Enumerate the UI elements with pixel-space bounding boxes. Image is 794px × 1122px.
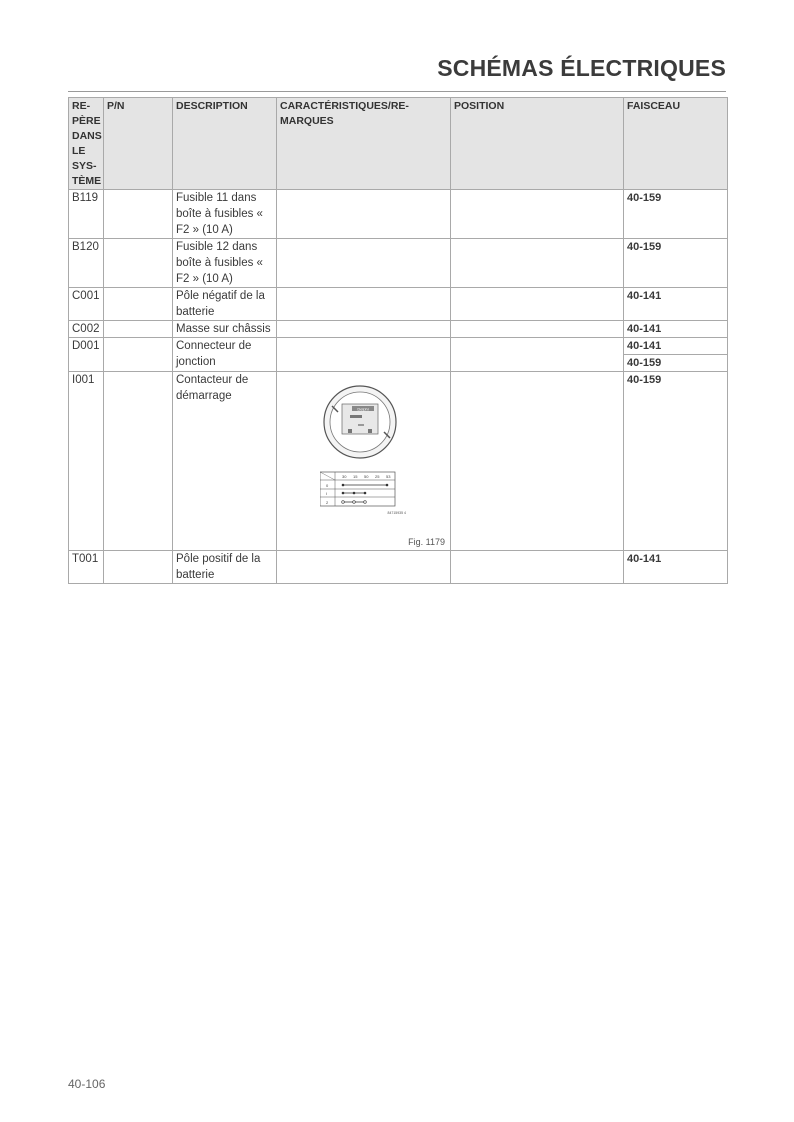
cell-pn (104, 372, 173, 551)
svg-text:25: 25 (375, 474, 380, 479)
table-row (69, 190, 728, 239)
figure-caption: Fig. 1179 (408, 537, 445, 547)
cell-position (451, 288, 624, 321)
cell-faisceau: 40-141 (624, 288, 728, 321)
terminal-53 (368, 429, 372, 433)
cell-faisceau: 40-159 (624, 190, 728, 239)
col-header-faisceau: FAISCEAU (624, 98, 728, 190)
cell-faisceau (624, 338, 728, 372)
cell-repere: I001 (69, 372, 104, 551)
cell-caracteristiques (277, 372, 451, 551)
cell-position (451, 338, 624, 372)
cell-position (451, 190, 624, 239)
cell-faisceau: 40-159 (624, 372, 728, 551)
figure-ignition-switch (280, 372, 447, 550)
brand-label: Delphi (357, 406, 369, 412)
cell-repere: C002 (69, 321, 104, 338)
cell-caracteristiques (277, 321, 451, 338)
terminal-30 (350, 415, 362, 418)
cell-description: Fusible 12 dans boîte à fusibles « F2 » (10 A) (173, 239, 277, 288)
table-row (69, 551, 728, 584)
cell-faisceau: 40-141 (624, 321, 728, 338)
cell-repere: B119 (69, 190, 104, 239)
cell-repere: B120 (69, 239, 104, 288)
cell-pn (104, 190, 173, 239)
cell-pn (104, 338, 173, 372)
svg-text:2: 2 (326, 500, 329, 505)
cell-pn (104, 551, 173, 584)
table-header-row (69, 98, 728, 190)
cell-caracteristiques (277, 338, 451, 372)
cell-position (451, 321, 624, 338)
col-header-description: DESCRIPTION (173, 98, 277, 190)
cell-caracteristiques (277, 190, 451, 239)
cell-faisceau: 40-141 (624, 551, 728, 584)
cell-description: Masse sur châssis (173, 321, 277, 338)
position-table (320, 472, 395, 506)
cell-repere: D001 (69, 338, 104, 372)
cell-description: Pôle négatif de la batterie (173, 288, 277, 321)
cell-pn (104, 239, 173, 288)
faisceau-value: 40-159 (627, 357, 662, 369)
cell-description: Connecteur de jonction (173, 338, 277, 372)
cell-repere: C001 (69, 288, 104, 321)
cell-position (451, 551, 624, 584)
svg-text:0: 0 (326, 483, 329, 488)
cell-position (451, 372, 624, 551)
terminal-15 (358, 424, 364, 426)
cell-faisceau: 40-159 (624, 239, 728, 288)
table-row (69, 338, 728, 372)
cell-caracteristiques (277, 288, 451, 321)
title-divider (68, 91, 726, 92)
table-row (69, 288, 728, 321)
svg-text:30: 30 (342, 474, 347, 479)
cell-pn (104, 321, 173, 338)
components-table (68, 97, 728, 584)
page-number: 40-106 (68, 1077, 106, 1091)
page-title: SCHÉMAS ÉLECTRIQUES (437, 55, 726, 81)
cell-caracteristiques (277, 239, 451, 288)
ignition-switch-diagram (320, 384, 410, 514)
cell-pn (104, 288, 173, 321)
svg-text:53: 53 (386, 474, 391, 479)
svg-text:15: 15 (353, 474, 358, 479)
table-row (69, 372, 728, 551)
figure-code: 84715935 4 (387, 511, 406, 514)
col-header-pn: P/N (104, 98, 173, 190)
cell-repere: T001 (69, 551, 104, 584)
cell-description: Contacteur de démarrage (173, 372, 277, 551)
table-row (69, 239, 728, 288)
faisceau-value: 40-141 (624, 338, 727, 355)
cell-description: Fusible 11 dans boîte à fusibles « F2 » (10 A) (173, 190, 277, 239)
col-header-position: POSITION (451, 98, 624, 190)
svg-text:50: 50 (364, 474, 369, 479)
terminal-50 (348, 429, 352, 433)
svg-text:I: I (326, 491, 328, 496)
cell-position (451, 239, 624, 288)
cell-caracteristiques (277, 551, 451, 584)
col-header-repere: RE- PÈRE DANS LE SYS- TÈME (69, 98, 104, 190)
col-header-caracteristiques: CARACTÉRISTIQUES/RE- MARQUES (277, 98, 451, 190)
table-row (69, 321, 728, 338)
cell-description: Pôle positif de la batterie (173, 551, 277, 584)
